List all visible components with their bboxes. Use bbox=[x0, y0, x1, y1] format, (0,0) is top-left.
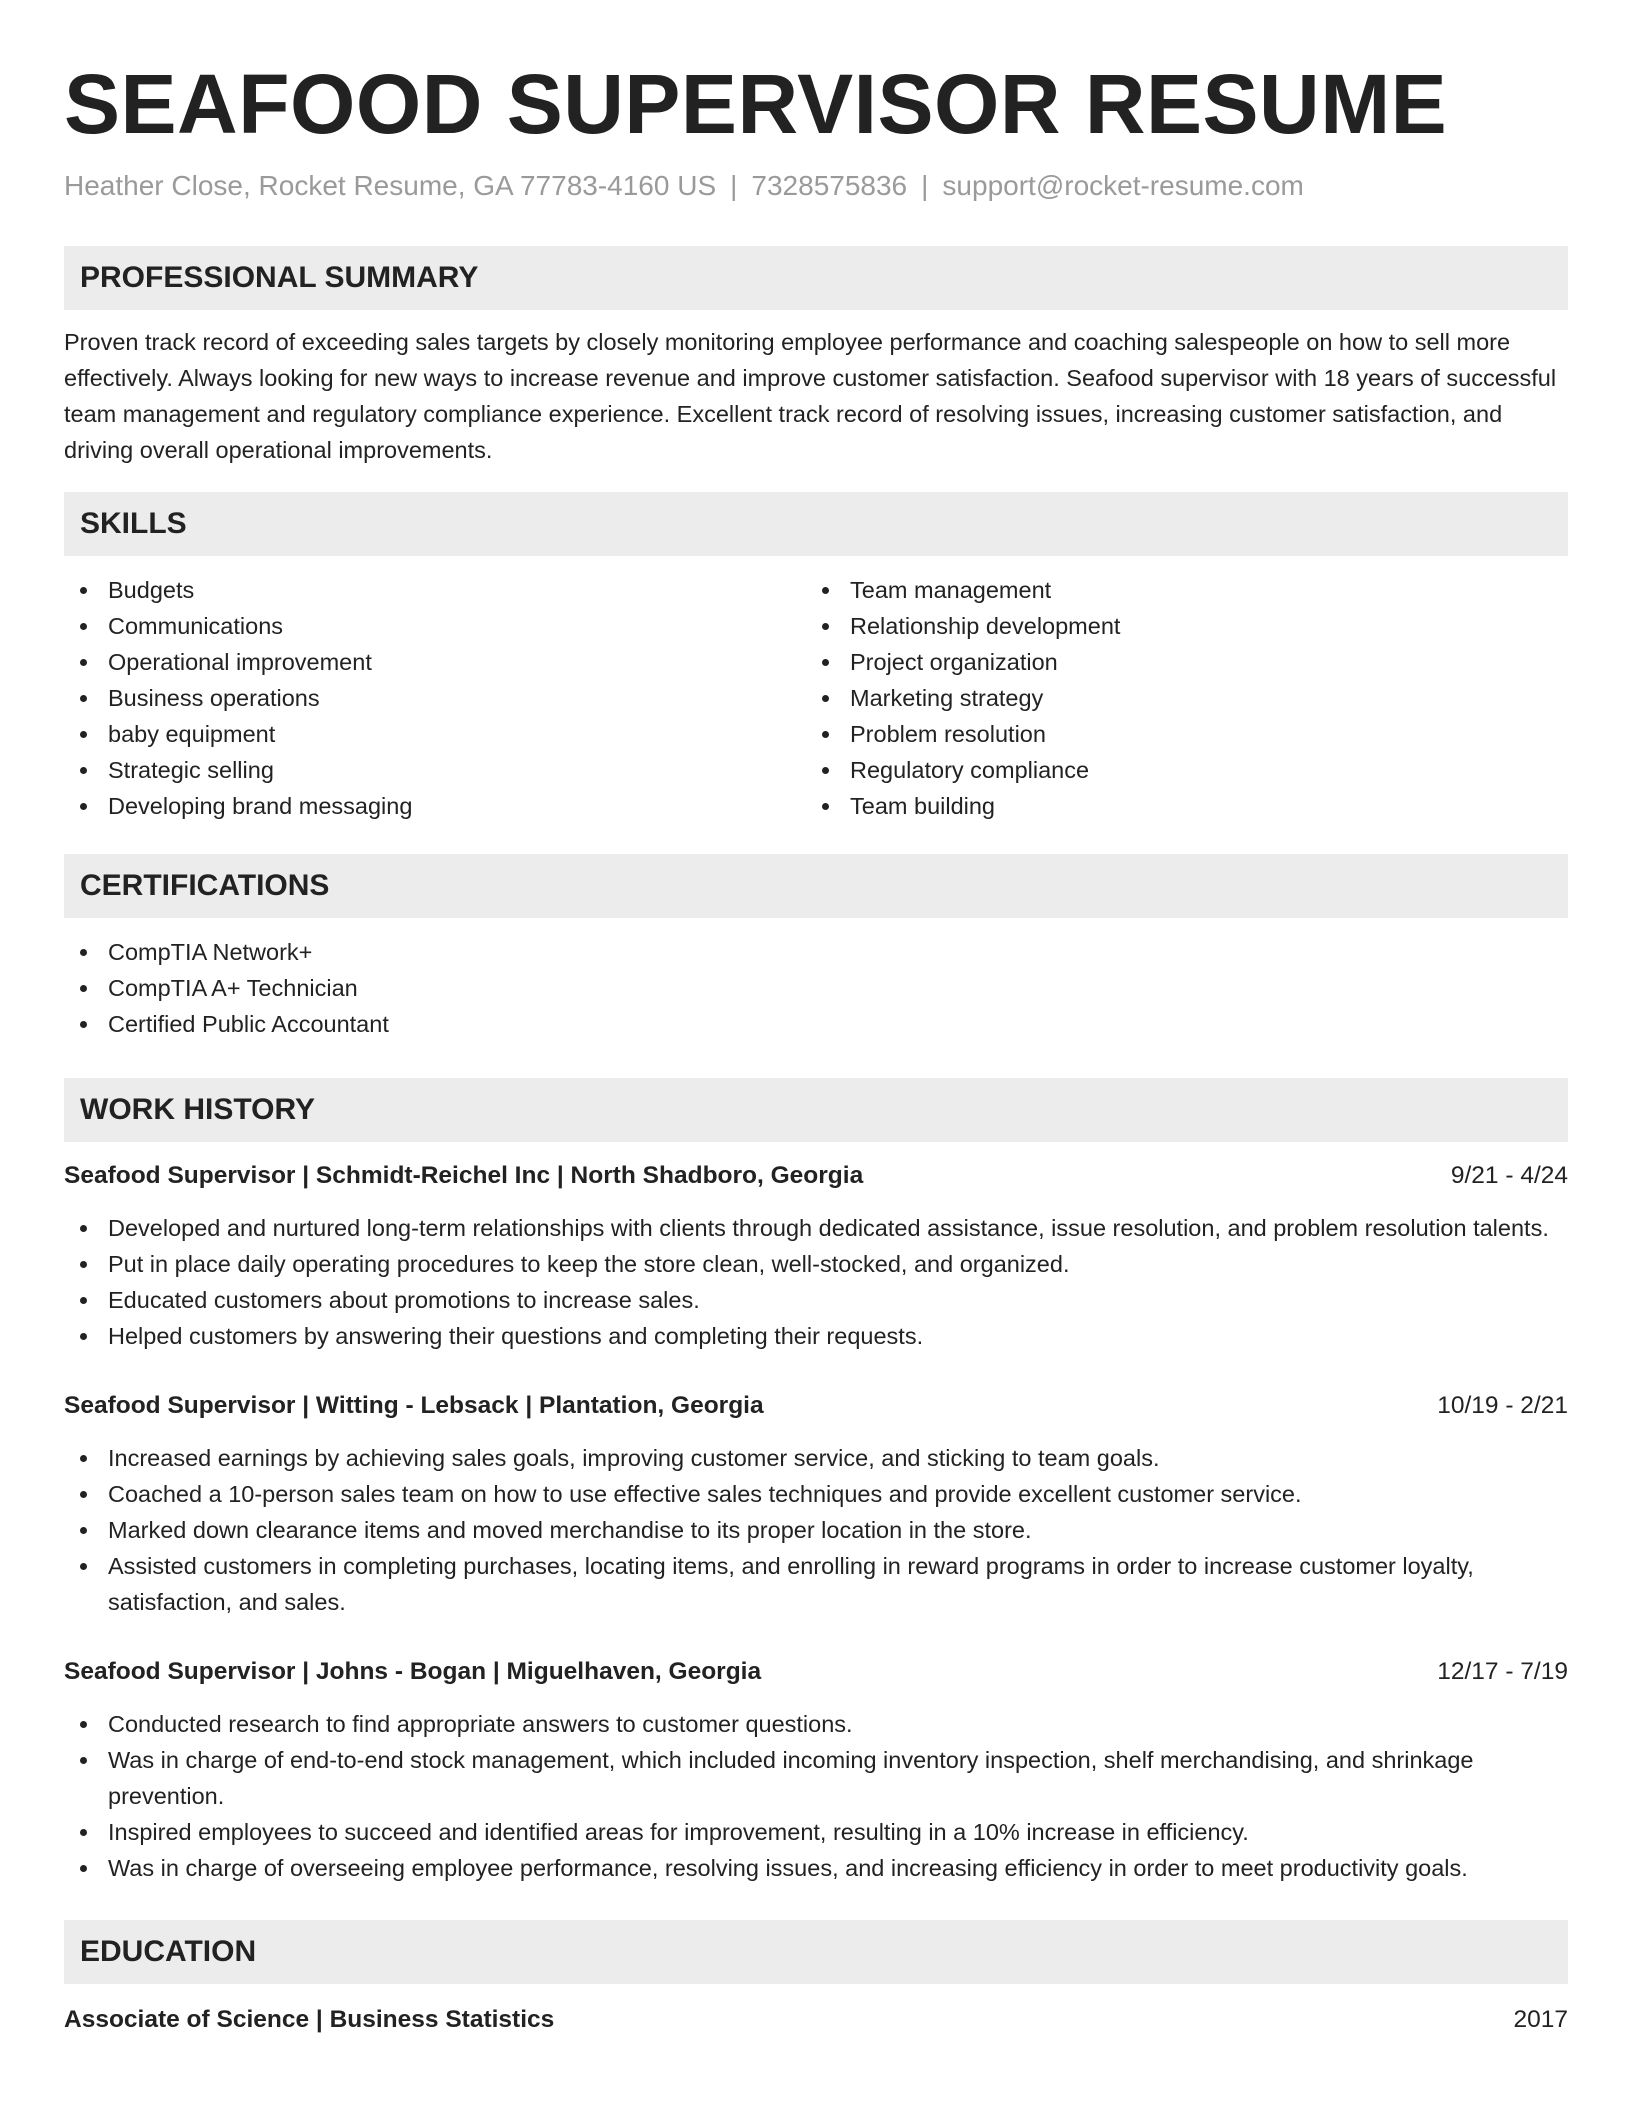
job-bullet: Increased earnings by achieving sales goals, improving customer service, and sticking to team goals. bbox=[64, 1440, 1568, 1476]
resume-title: SEAFOOD SUPERVISOR RESUME bbox=[64, 57, 1448, 151]
skill-item: Budgets bbox=[64, 572, 806, 608]
certifications-heading: CERTIFICATIONS bbox=[64, 854, 1568, 918]
education-year: 2017 bbox=[1513, 2006, 1568, 2033]
summary-heading: PROFESSIONAL SUMMARY bbox=[64, 246, 1568, 310]
job-bullets bbox=[64, 1440, 1568, 1620]
summary-text: Proven track record of exceeding sales targets by closely monitoring employee performance and coaching salespeople on how to sell more effectively. Always looking for new ways to increase revenue and improve customer satisfaction. Seafood supervisor with 18 years of successful team management and regulatory compliance experience. Excellent track record of resolving issues, increasing customer satisfaction, and driving overall operational improvements. bbox=[64, 329, 1557, 463]
skill-item: Strategic selling bbox=[64, 752, 806, 788]
skill-item: Team building bbox=[806, 788, 1548, 824]
job-bullet: Put in place daily operating procedures to keep the store clean, well-stocked, and organized. bbox=[64, 1246, 1568, 1282]
job-entry bbox=[64, 1654, 1568, 1886]
skills-list-right bbox=[806, 572, 1548, 824]
skill-item: Marketing strategy bbox=[806, 680, 1548, 716]
skill-item: Team management bbox=[806, 572, 1548, 608]
education-degree: Associate of Science | Business Statistics bbox=[64, 2006, 555, 2033]
job-bullet: Developed and nurtured long-term relationships with clients through dedicated assistance, issue resolution, and problem resolution talents. bbox=[64, 1210, 1568, 1246]
skill-item: Problem resolution bbox=[806, 716, 1548, 752]
skill-item: baby equipment bbox=[64, 716, 806, 752]
job-entry bbox=[64, 1158, 1568, 1354]
skill-item: Regulatory compliance bbox=[806, 752, 1548, 788]
job-bullet: Conducted research to find appropriate answers to customer questions. bbox=[64, 1706, 1568, 1742]
job-bullet: Coached a 10-person sales team on how to use effective sales techniques and provide excellent customer service. bbox=[64, 1476, 1568, 1512]
job-bullet: Helped customers by answering their questions and completing their requests. bbox=[64, 1318, 1568, 1354]
job-title: Seafood Supervisor | Johns - Bogan | Miguelhaven, Georgia bbox=[64, 1658, 762, 1685]
job-bullet: Marked down clearance items and moved merchandise to its proper location in the store. bbox=[64, 1512, 1568, 1548]
skill-item: Operational improvement bbox=[64, 644, 806, 680]
job-bullet: Was in charge of end-to-end stock management, which included incoming inventory inspection, shelf merchandising, and shrinkage prevention. bbox=[64, 1742, 1568, 1814]
contact-email: support@rocket-resume.com bbox=[942, 170, 1304, 201]
skill-item: Relationship development bbox=[806, 608, 1548, 644]
job-dates: 12/17 - 7/19 bbox=[1437, 1658, 1568, 1685]
contact-address: Heather Close, Rocket Resume, GA 77783-4160 US bbox=[64, 170, 717, 201]
job-entry bbox=[64, 1388, 1568, 1620]
job-title: Seafood Supervisor | Schmidt-Reichel Inc | North Shadboro, Georgia bbox=[64, 1162, 864, 1189]
skills-list-left bbox=[64, 572, 806, 824]
certification-item: Certified Public Accountant bbox=[64, 1006, 1568, 1042]
job-bullets bbox=[64, 1706, 1568, 1886]
job-bullet: Was in charge of overseeing employee performance, resolving issues, and increasing efficiency in order to meet productivity goals. bbox=[64, 1850, 1568, 1886]
education-entry bbox=[64, 2002, 1568, 2038]
job-bullet: Educated customers about promotions to increase sales. bbox=[64, 1282, 1568, 1318]
certifications-list bbox=[64, 934, 1568, 1042]
certification-item: CompTIA A+ Technician bbox=[64, 970, 1568, 1006]
job-bullet: Inspired employees to succeed and identified areas for improvement, resulting in a 10% increase in efficiency. bbox=[64, 1814, 1568, 1850]
skills-grid bbox=[64, 572, 1568, 824]
job-bullet: Assisted customers in completing purchases, locating items, and enrolling in reward programs in order to increase customer loyalty, satisfaction, and sales. bbox=[64, 1548, 1568, 1620]
skill-item: Project organization bbox=[806, 644, 1548, 680]
contact-line bbox=[64, 166, 1568, 206]
job-dates: 10/19 - 2/21 bbox=[1437, 1392, 1568, 1419]
contact-separator: | bbox=[921, 170, 929, 201]
job-dates: 9/21 - 4/24 bbox=[1450, 1162, 1568, 1189]
job-header bbox=[64, 1388, 1568, 1424]
job-bullets bbox=[64, 1210, 1568, 1354]
certification-item: CompTIA Network+ bbox=[64, 934, 1568, 970]
job-header bbox=[64, 1158, 1568, 1194]
job-title: Seafood Supervisor | Witting - Lebsack | Plantation, Georgia bbox=[64, 1392, 764, 1419]
work-history-heading: WORK HISTORY bbox=[64, 1078, 1568, 1142]
contact-phone: 7328575836 bbox=[751, 170, 908, 201]
skill-item: Business operations bbox=[64, 680, 806, 716]
education-heading: EDUCATION bbox=[64, 1920, 1568, 1984]
skill-item: Communications bbox=[64, 608, 806, 644]
contact-separator: | bbox=[730, 170, 738, 201]
skill-item: Developing brand messaging bbox=[64, 788, 806, 824]
job-header bbox=[64, 1654, 1568, 1690]
skills-heading: SKILLS bbox=[64, 492, 1568, 556]
